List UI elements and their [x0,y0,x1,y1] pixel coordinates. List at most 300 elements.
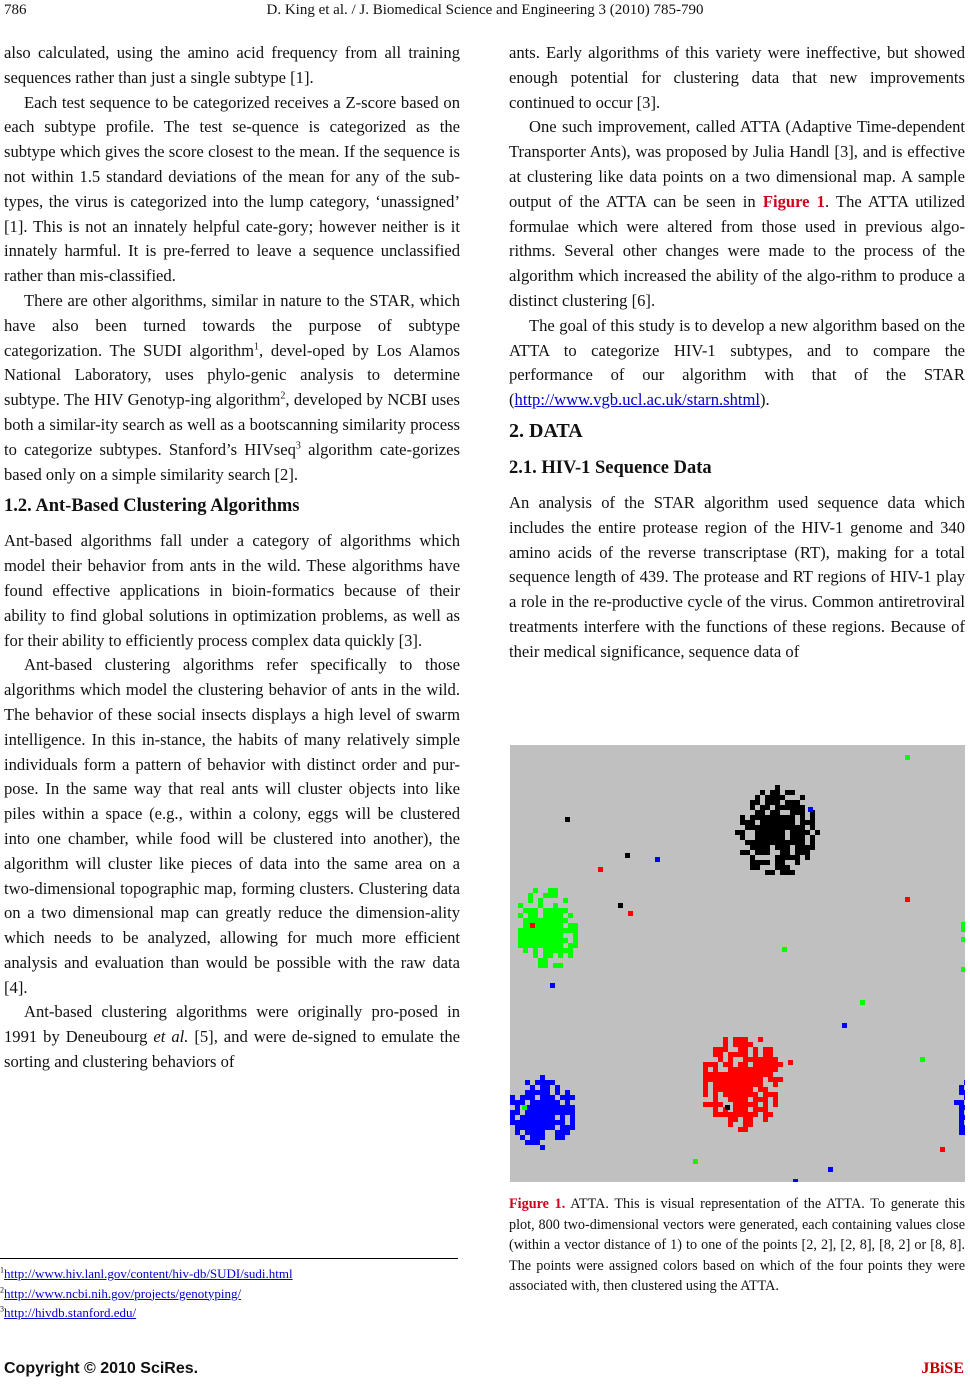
black-cluster-cell [805,850,810,855]
red-cluster-cell [748,1057,753,1062]
green-cluster-cell [553,943,558,948]
black-cluster-cell [810,840,815,845]
red-cluster-cell [738,1037,743,1042]
red-cluster-cell [723,1037,728,1042]
green-cluster-cell [533,933,538,938]
blue-cluster-cell [535,1080,540,1085]
red-cluster-cell [733,1117,738,1122]
green-cluster-cell [538,938,543,943]
green-cluster-cell [523,923,528,928]
blue-cluster-cell [570,1110,575,1115]
blue-cluster-cell [540,1130,545,1135]
green-cluster-cell [538,963,543,968]
copyright: Copyright © 2010 SciRes. [4,1360,199,1377]
red-cluster-cell [773,1077,778,1082]
blue-cluster-cell [535,1115,540,1120]
black-cluster-cell [765,845,770,850]
black-cluster-cell [780,860,785,865]
stray-cell [920,1057,925,1062]
left-column [4,41,460,1075]
blue-cluster-cell [964,1130,965,1135]
paragraph-text: algorithm cate-gorizes based only on a simple similarity search [2]. [4,439,460,484]
green-cluster-cell [568,943,573,948]
green-cluster-cell [523,948,528,953]
red-cluster-cell [753,1082,758,1087]
green-cluster-cell [528,918,533,923]
green-cluster-cell [961,922,965,927]
black-cluster-cell [755,845,760,850]
red-cluster-cell [713,1067,718,1072]
green-cluster-cell [543,938,548,943]
red-cluster-cell [753,1057,758,1062]
blue-cluster-cell [560,1095,565,1100]
black-cluster-cell [775,825,780,830]
caption-label: Figure 1. [509,1196,566,1212]
blue-cluster-cell [515,1130,520,1135]
green-cluster-cell [533,938,538,943]
blue-cluster-cell [530,1120,535,1125]
stray-cell [782,947,787,952]
black-cluster-cell [765,825,770,830]
black-cluster-cell [775,830,780,835]
black-cluster-cell [755,865,760,870]
black-cluster-cell [790,815,795,820]
red-cluster-cell [703,1077,708,1082]
red-cluster-cell [763,1117,768,1122]
black-cluster-cell [770,830,775,835]
red-cluster-cell [758,1107,763,1112]
blue-cluster-cell [540,1100,545,1105]
blue-cluster-cell [520,1135,525,1140]
green-cluster-cell [553,948,558,953]
footnote-mark: 3 [0,1304,4,1314]
black-cluster-cell [775,815,780,820]
black-cluster-cell [800,840,805,845]
green-cluster-cell [528,913,533,918]
stray-cell [793,1179,798,1182]
blue-cluster-cell [555,1130,560,1135]
black-cluster-cell [740,835,745,840]
green-cluster-cell [528,898,533,903]
black-cluster-cell [785,805,790,810]
black-cluster-cell [760,860,765,865]
blue-cluster-cell [545,1080,550,1085]
black-cluster-cell [780,815,785,820]
stray-cell [860,1000,865,1005]
red-cluster-cell [713,1052,718,1057]
red-cluster-cell [733,1087,738,1092]
red-cluster-cell [763,1107,768,1112]
blue-cluster-cell [959,1125,964,1130]
black-cluster-cell [795,805,800,810]
red-cluster-cell [763,1087,768,1092]
red-cluster-cell [768,1062,773,1067]
green-cluster-cell [533,913,538,918]
green-cluster-cell [538,903,543,908]
red-cluster-cell [753,1102,758,1107]
blue-cluster-cell [964,1115,965,1120]
red-cluster-cell [728,1112,733,1117]
red-cluster-cell [763,1047,768,1052]
blue-cluster-cell [550,1080,555,1085]
cluster-map [510,745,965,1182]
red-cluster-cell [768,1057,773,1062]
black-cluster-cell [780,870,785,875]
red-cluster-cell [708,1077,713,1082]
red-cluster-cell [758,1057,763,1062]
black-cluster-cell [795,800,800,805]
black-cluster-cell [775,800,780,805]
footnote-link[interactable]: http://www.ncbi.nih.gov/projects/genotyping/ [4,1285,242,1301]
red-cluster-cell [728,1067,733,1072]
blue-cluster-cell [510,1100,515,1105]
black-cluster-cell [750,815,755,820]
red-cluster-cell [753,1097,758,1102]
blue-cluster-cell [515,1100,520,1105]
red-cluster-cell [778,1062,783,1067]
figure-caption [509,1194,965,1297]
black-cluster-cell [785,870,790,875]
black-cluster-cell [765,850,770,855]
black-cluster-cell [785,825,790,830]
blue-cluster-cell [545,1125,550,1130]
red-cluster-cell [728,1062,733,1067]
black-cluster-cell [800,830,805,835]
paragraph-text: There are other algorithms, similar in nature to the STAR, which have also been turned towards the purpose of subtype categorization. The SUDI algorithm [4,290,460,360]
red-cluster-cell [743,1097,748,1102]
blue-cluster-cell [525,1140,530,1145]
black-cluster-cell [755,830,760,835]
blue-cluster-cell [959,1090,964,1095]
red-cluster-cell [723,1092,728,1097]
black-cluster-cell [755,860,760,865]
black-cluster-cell [740,850,745,855]
black-cluster-cell [750,805,755,810]
red-cluster-cell [733,1072,738,1077]
black-cluster-cell [740,830,745,835]
black-cluster-cell [760,810,765,815]
red-cluster-cell [738,1107,743,1112]
black-cluster-cell [775,810,780,815]
red-cluster-cell [733,1077,738,1082]
black-cluster-cell [750,840,755,845]
green-cluster-cell [548,908,553,913]
blue-cluster-cell [550,1110,555,1115]
blue-cluster-cell [555,1120,560,1125]
black-cluster-cell [790,820,795,825]
black-cluster-cell [800,835,805,840]
red-cluster-cell [743,1042,748,1047]
red-cluster-cell [703,1102,708,1107]
green-cluster-cell [548,943,553,948]
red-cluster-cell [773,1057,778,1062]
red-cluster-cell [718,1102,723,1107]
blue-cluster-cell [535,1110,540,1115]
black-cluster-cell [750,825,755,830]
green-cluster-cell [538,958,543,963]
green-cluster-cell [548,933,553,938]
green-cluster-cell [573,923,578,928]
blue-cluster-cell [530,1110,535,1115]
blue-cluster-cell [520,1095,525,1100]
green-cluster-cell [553,918,558,923]
black-cluster-cell [755,850,760,855]
green-cluster-cell [518,903,523,908]
green-cluster-cell [553,928,558,933]
black-cluster-cell [760,805,765,810]
blue-cluster-cell [560,1105,565,1110]
green-cluster-cell [558,918,563,923]
red-cluster-cell [723,1072,728,1077]
black-cluster-cell [765,860,770,865]
star-url-link[interactable]: http://www.vgb.ucl.ac.uk/starn.shtml [514,390,761,410]
green-cluster-cell [523,933,528,938]
red-cluster-cell [733,1102,738,1107]
red-cluster-cell [738,1062,743,1067]
black-cluster-cell [765,805,770,810]
black-cluster-cell [800,845,805,850]
blue-cluster-cell [560,1125,565,1130]
red-cluster-cell [728,1092,733,1097]
red-cluster-cell [718,1077,723,1082]
red-cluster-cell [728,1057,733,1062]
red-cluster-cell [728,1097,733,1102]
green-cluster-cell [563,908,568,913]
black-cluster-cell [785,790,790,795]
red-cluster-cell [713,1097,718,1102]
blue-cluster-cell [530,1090,535,1095]
red-cluster-cell [713,1047,718,1052]
blue-cluster-cell [550,1125,555,1130]
red-cluster-cell [743,1067,748,1072]
blue-cluster-cell [530,1135,535,1140]
red-cluster-cell [738,1127,743,1132]
blue-cluster-cell [520,1125,525,1130]
red-cluster-cell [743,1072,748,1077]
blue-cluster-cell [570,1125,575,1130]
blue-cluster-cell [545,1100,550,1105]
red-cluster-cell [713,1082,718,1087]
emphasis: et al. [153,1027,189,1047]
red-cluster-cell [753,1062,758,1067]
green-cluster-cell [533,888,538,893]
black-cluster-cell [775,840,780,845]
black-cluster-cell [770,815,775,820]
right-column [509,41,965,665]
blue-cluster-cell [535,1130,540,1135]
red-cluster-cell [753,1077,758,1082]
red-cluster-cell [728,1122,733,1127]
green-cluster-cell [553,893,558,898]
red-cluster-cell [728,1077,733,1082]
red-cluster-cell [773,1102,778,1107]
stray-cell [530,923,535,928]
red-cluster-cell [703,1072,708,1077]
blue-cluster-cell [565,1090,570,1095]
red-cluster-cell [758,1072,763,1077]
black-cluster-cell [785,850,790,855]
blue-cluster-cell [525,1130,530,1135]
green-cluster-cell [543,963,548,968]
red-cluster-cell [713,1107,718,1112]
red-cluster-cell [738,1102,743,1107]
blue-cluster-cell [530,1100,535,1105]
red-cluster-cell [743,1087,748,1092]
paragraph: ants. Early algorithms of this variety were ineffective, but showed enough potential for clustering data that new improvements continued to occur [3]. [509,43,965,112]
green-cluster-cell [553,933,558,938]
black-cluster-cell [775,855,780,860]
blue-cluster-cell [510,1115,515,1120]
black-cluster-cell [765,870,770,875]
blue-cluster-cell [510,1095,515,1100]
blue-cluster-cell [525,1120,530,1125]
red-cluster-cell [728,1117,733,1122]
red-cluster-cell [753,1107,758,1112]
red-cluster-cell [723,1062,728,1067]
red-cluster-cell [768,1072,773,1077]
blue-cluster-cell [540,1145,545,1150]
green-cluster-cell [558,938,563,943]
black-cluster-cell [800,850,805,855]
black-cluster-cell [810,835,815,840]
red-cluster-cell [708,1102,713,1107]
blue-cluster-cell [959,1115,964,1120]
red-cluster-cell [763,1097,768,1102]
black-cluster-cell [750,845,755,850]
red-cluster-cell [758,1062,763,1067]
figure-reference-link[interactable]: Figure 1 [762,191,825,211]
black-cluster-cell [760,830,765,835]
blue-cluster-cell [555,1135,560,1140]
black-cluster-cell [750,800,755,805]
black-cluster-cell [760,790,765,795]
black-cluster-cell [775,790,780,795]
red-cluster-cell [753,1072,758,1077]
blue-cluster-cell [565,1130,570,1135]
blue-cluster-cell [525,1110,530,1115]
black-cluster-cell [760,820,765,825]
black-cluster-cell [780,795,785,800]
running-head: D. King et al. / J. Biomedical Science and Engineering 3 (2010) 785-790 [266,2,704,18]
blue-cluster-cell [570,1095,575,1100]
red-cluster-cell [758,1097,763,1102]
green-cluster-cell [543,943,548,948]
blue-cluster-cell [540,1075,545,1080]
blue-cluster-cell [525,1080,530,1085]
blue-cluster-cell [964,1105,965,1110]
footnote-link[interactable]: http://hivdb.stanford.edu/ [4,1305,137,1320]
green-cluster-cell [548,893,553,898]
green-cluster-cell [518,933,523,938]
black-cluster-cell [810,820,815,825]
blue-cluster-cell [555,1090,560,1095]
black-cluster-cell [765,820,770,825]
red-cluster-cell [753,1092,758,1097]
black-cluster-cell [805,845,810,850]
section-heading: 2. DATA [509,419,583,442]
red-cluster-cell [748,1092,753,1097]
red-cluster-cell [748,1112,753,1117]
black-cluster-cell [755,840,760,845]
paragraph-text: , devel-oped by Los Alamos National Laboratory, uses phylo-genic analysis to determine subtype. The HIV Genotyp-ing algorithm [4,340,460,410]
stray-cell [522,1105,527,1110]
red-cluster-cell [748,1077,753,1082]
green-cluster-cell [533,928,538,933]
green-cluster-cell [518,913,523,918]
black-cluster-cell [785,845,790,850]
black-cluster-cell [770,870,775,875]
blue-cluster-cell [530,1115,535,1120]
green-cluster-cell [543,913,548,918]
blue-cluster-cell [520,1115,525,1120]
red-cluster-cell [743,1127,748,1132]
blue-cluster-cell [530,1130,535,1135]
red-cluster-cell [723,1042,728,1047]
black-cluster-cell [800,805,805,810]
green-cluster-cell [528,893,533,898]
red-cluster-cell [778,1077,783,1082]
red-cluster-cell [738,1112,743,1117]
green-cluster-cell [528,933,533,938]
blue-cluster-cell [535,1100,540,1105]
red-cluster-cell [733,1112,738,1117]
stray-cell [940,1147,945,1152]
red-cluster-cell [713,1102,718,1107]
green-cluster-cell [518,928,523,933]
red-cluster-cell [768,1052,773,1057]
black-cluster-cell [780,830,785,835]
black-cluster-cell [810,845,815,850]
red-cluster-cell [743,1112,748,1117]
blue-cluster-cell [570,1105,575,1110]
blue-cluster-cell [535,1090,540,1095]
black-cluster-cell [775,795,780,800]
paragraph [4,1000,460,1074]
red-cluster-cell [728,1052,733,1057]
red-cluster-cell [743,1047,748,1052]
stray-cell [628,911,633,916]
footnote-link[interactable]: http://www.hiv.lanl.gov/content/hiv-db/SUDI/sudi.html [4,1266,293,1281]
green-cluster-cell [573,933,578,938]
blue-cluster-cell [570,1115,575,1120]
black-cluster-cell [745,820,750,825]
black-cluster-cell [790,855,795,860]
red-cluster-cell [723,1047,728,1052]
red-cluster-cell [748,1067,753,1072]
blue-cluster-cell [540,1120,545,1125]
black-cluster-cell [800,825,805,830]
blue-cluster-cell [535,1140,540,1145]
blue-cluster-cell [565,1110,570,1115]
blue-cluster-cell [560,1135,565,1140]
red-cluster-cell [743,1122,748,1127]
blue-cluster-cell [560,1115,565,1120]
blue-cluster-cell [520,1120,525,1125]
stray-cell [905,755,910,760]
blue-cluster-cell [540,1105,545,1110]
blue-cluster-cell [545,1095,550,1100]
blue-cluster-cell [510,1120,515,1125]
red-cluster-cell [743,1057,748,1062]
stray-cell [828,1167,833,1172]
green-cluster-cell [543,928,548,933]
blue-cluster-cell [550,1115,555,1120]
black-cluster-cell [770,840,775,845]
black-cluster-cell [770,820,775,825]
black-cluster-cell [745,850,750,855]
blue-cluster-cell [540,1115,545,1120]
red-cluster-cell [753,1067,758,1072]
